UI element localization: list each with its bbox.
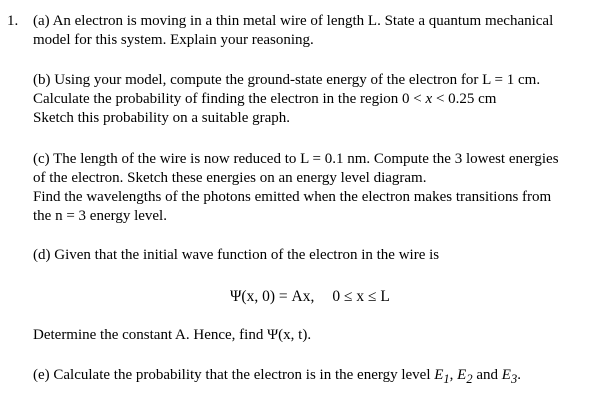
part-c-line-4: the n = 3 energy level.: [33, 208, 167, 224]
initial-wave-function-equation: [230, 287, 390, 306]
part-c-line-1: (c) The length of the wire is now reduced to L = 0.1 nm. Compute the 3 lowest energies: [33, 151, 559, 167]
part-a-line-2: model for this system. Explain your reasoning.: [33, 32, 314, 48]
energy-e2: $E_2$: [457, 367, 473, 386]
equation-lhs: Ψ(x, 0) = Ax,: [230, 288, 315, 305]
equation-rhs: 0 ≤ x ≤ L: [332, 288, 390, 305]
part-d-line-2: Determine the constant A. Hence, find Ψ(x, t).: [33, 327, 312, 343]
part-e-prefix: (e) Calculate the probability that the electron is in the energy level: [33, 367, 435, 383]
part-b-line-3: Sketch this probability on a suitable graph.: [33, 110, 291, 126]
part-b-line-2-suffix: < 0.25 cm: [432, 91, 497, 107]
part-e-sep-2: and: [472, 367, 502, 383]
part-c-line-2: of the electron. Sketch these energies on an energy level diagram.: [33, 170, 427, 186]
energy-e3: $E_3$: [501, 367, 518, 386]
question-number: 1.: [7, 13, 19, 29]
part-b-variable-x: x: [425, 91, 433, 107]
part-e-sep-1: ,: [449, 367, 458, 383]
part-b-line-1: (b) Using your model, compute the ground-state energy of the electron for L = 1 cm.: [33, 72, 541, 88]
part-d-line-1: (d) Given that the initial wave function of the electron in the wire is: [33, 247, 440, 263]
part-b-line-2-prefix: Calculate the probability of finding the electron in the region 0 <: [33, 91, 426, 107]
part-b-line-2: [33, 90, 496, 109]
part-e-line: [33, 366, 521, 389]
part-e-suffix: .: [517, 367, 521, 383]
part-c-line-3: Find the wavelengths of the photons emitted when the electron makes transitions from: [33, 189, 552, 205]
part-a-line-1: (a) An electron is moving in a thin metal wire of length L. State a quantum mechanical: [33, 13, 554, 29]
energy-e1: $E_1$: [434, 367, 450, 386]
